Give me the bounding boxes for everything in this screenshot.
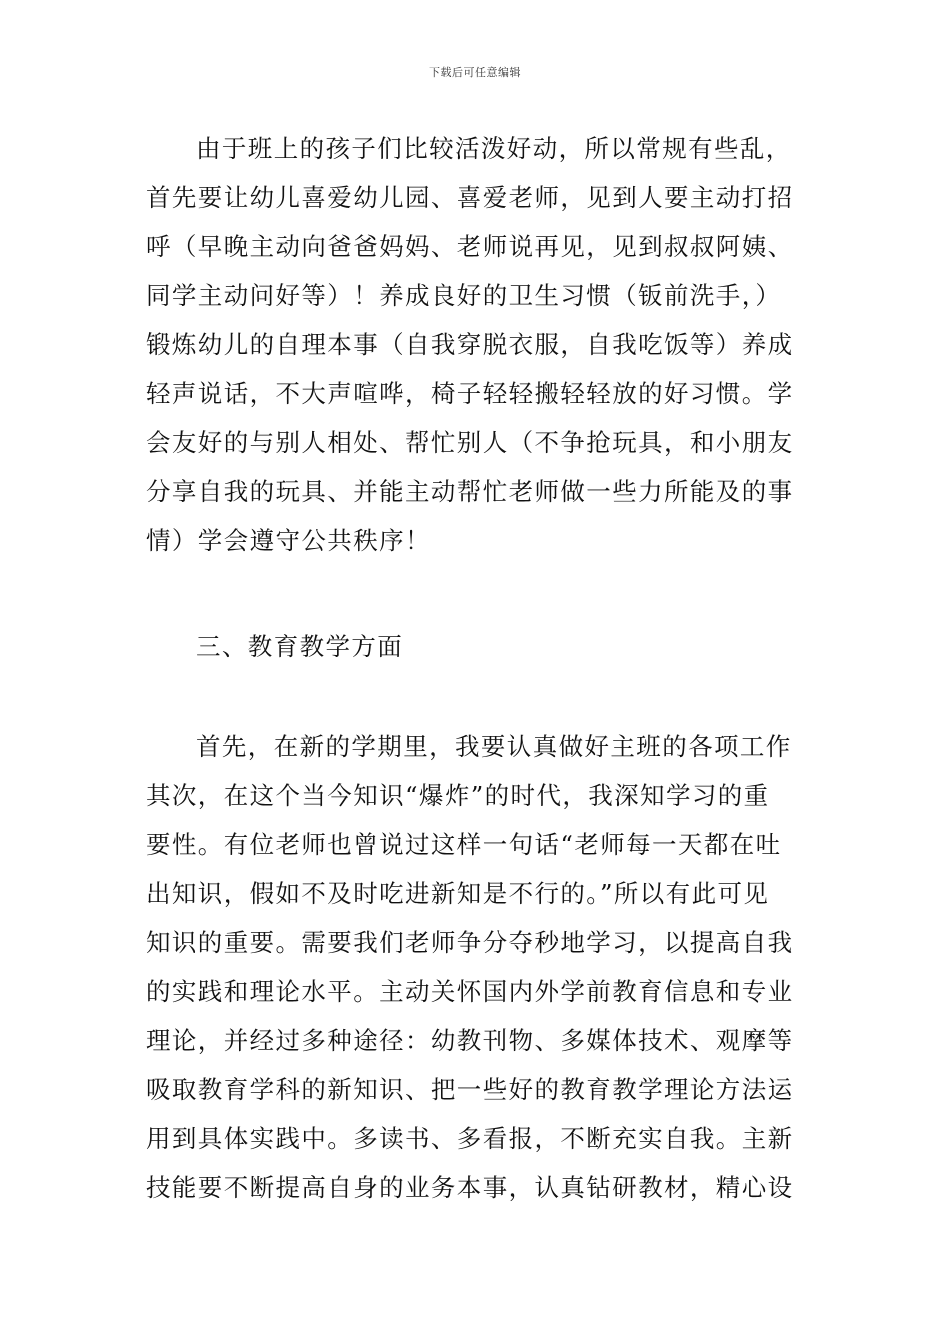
text-line: 首先要让幼儿喜爱幼儿园、喜爱老师，见到人要主动打招: [146, 183, 794, 212]
text-line: 呼（早晚主动向爸爸妈妈、老师说再见，见到叔叔阿姨、: [146, 232, 794, 261]
section-heading: [146, 622, 816, 671]
text-line: 首先，在新的学期里，我要认真做好主班的各项工作: [196, 732, 792, 761]
text-line: 的实践和理论水平。主动关怀国内外学前教育信息和专业: [146, 977, 794, 1006]
text-line: 由于班上的孩子们比较活泼好动，所以常规有些乱，: [196, 134, 792, 163]
text-line: 会友好的与别人相处、帮忙别人（不争抢玩具，和小朋友: [146, 428, 794, 457]
text-line: 用到具体实践中。多读书、多看报，不断充实自我。主新: [146, 1124, 794, 1153]
text-line: 轻声说话，不大声喧哗，椅子轻轻搬轻轻放的好习惯。学: [146, 379, 794, 408]
text-line: 理论，并经过多种途径：幼教刊物、多媒体技术、观摩等: [146, 1026, 794, 1055]
paragraph-teaching-study: [146, 722, 816, 1212]
text-line: 锻炼幼儿的自理本事（自我穿脱衣服，自我吃饭等）养成: [146, 330, 794, 359]
text-line: 分享自我的玩具、并能主动帮忙老师做一些力所能及的事: [146, 477, 794, 506]
paragraph-conduct-habits: [146, 124, 816, 565]
text-line: 技能要不断提高自身的业务本事，认真钻研教材，精心设: [146, 1173, 794, 1202]
header-note: 下载后可任意编辑: [429, 66, 521, 79]
text-line: 情）学会遵守公共秩序！: [146, 526, 431, 555]
text-line: 其次，在这个当今知识“爆炸”的时代，我深知学习的重: [146, 781, 770, 810]
text-line: 出知识，假如不及时吃进新知是不行的。”所以有此可见: [146, 879, 770, 908]
section-heading-text: 三、教育教学方面: [196, 632, 404, 661]
text-line: 知识的重要。需要我们老师争分夺秒地学习，以提高自我: [146, 928, 794, 957]
text-line: 同学主动问好等）！养成良好的卫生习惯（钣前洗手，）: [146, 281, 782, 310]
text-line: 吸取教育学科的新知识、把一些好的教育教学理论方法运: [146, 1075, 794, 1104]
text-line: 要性。有位老师也曾说过这样一句话“老师每一天都在吐: [146, 830, 782, 859]
